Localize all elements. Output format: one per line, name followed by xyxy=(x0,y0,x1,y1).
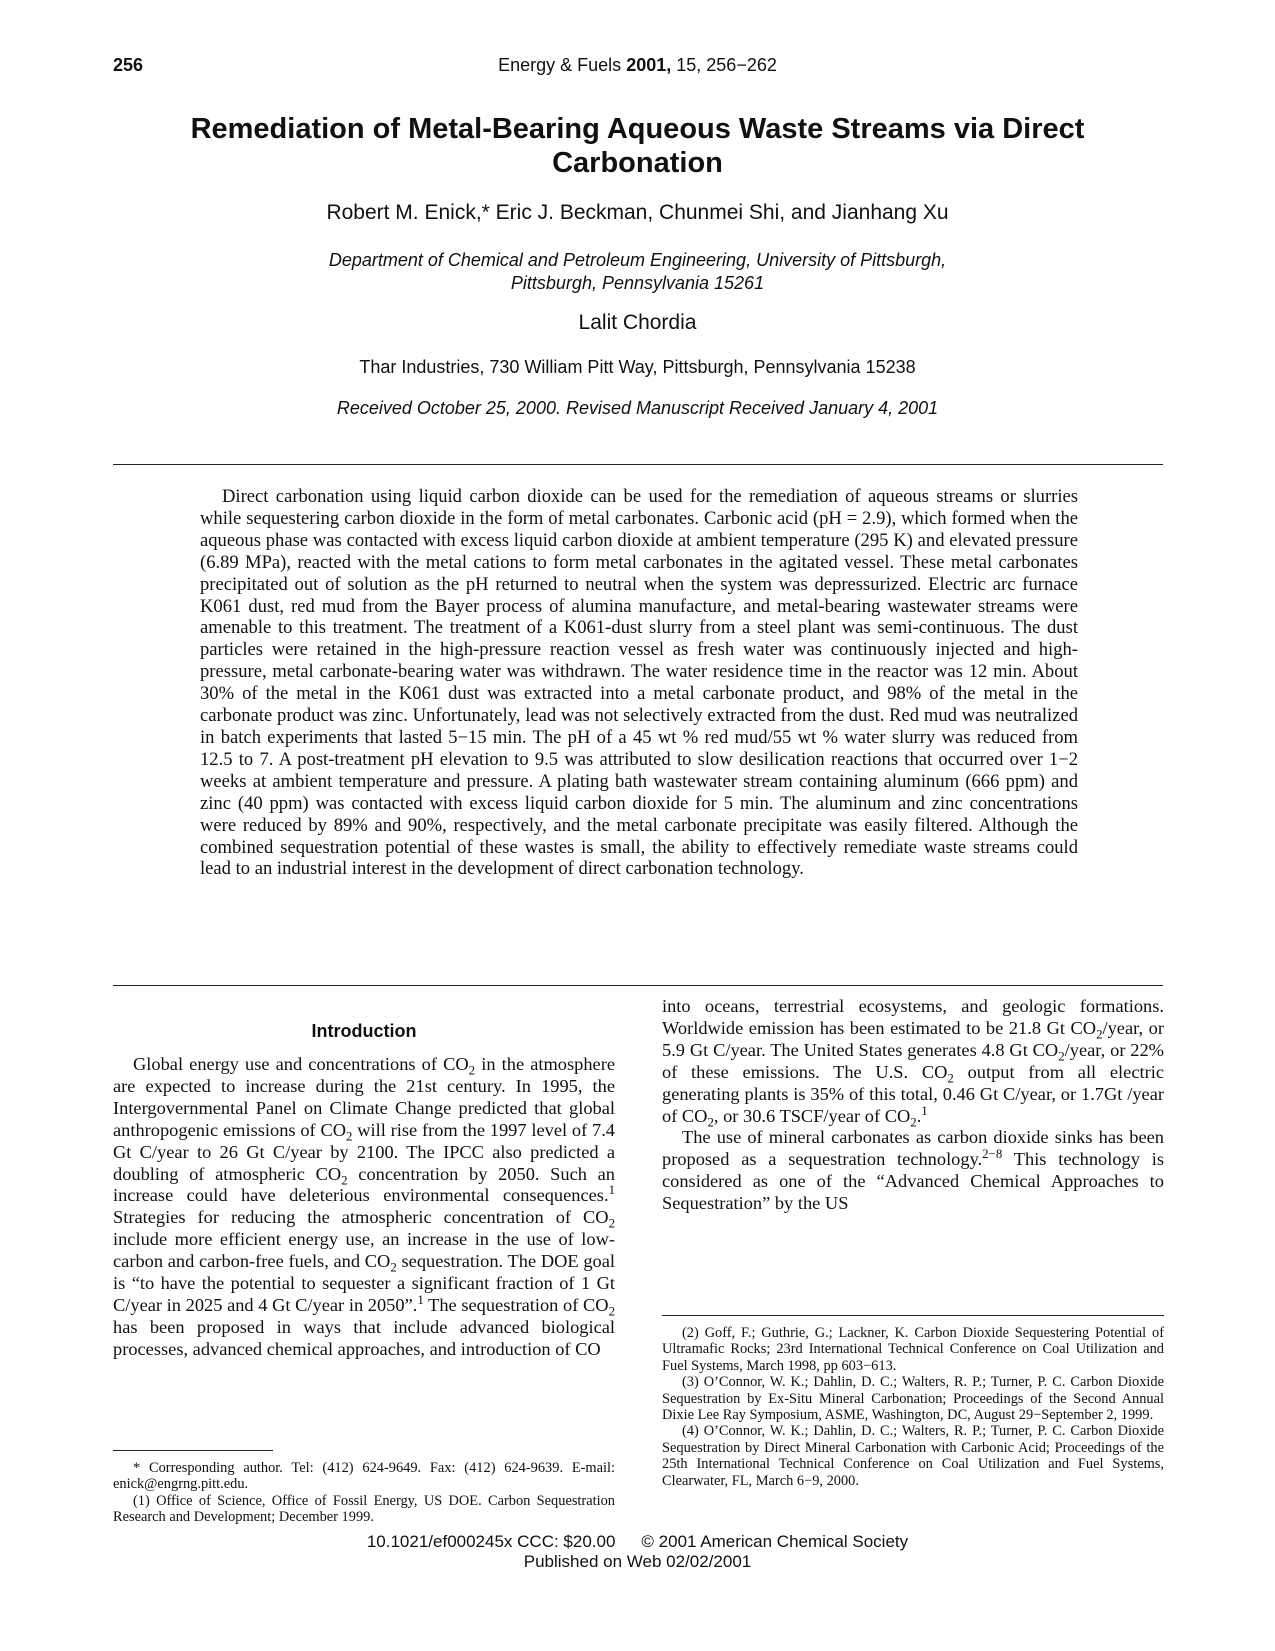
right-column xyxy=(662,996,1164,1215)
published-date: Published on Web 02/02/2001 xyxy=(523,1552,752,1571)
footnotes-right xyxy=(662,1325,1164,1489)
abstract-bottom-rule xyxy=(113,985,1163,986)
footnotes-left xyxy=(113,1460,615,1526)
abstract-top-rule xyxy=(113,464,1163,465)
footnote-2: (2) Goff, F.; Guthrie, G.; Lackner, K. Carbon Dioxide Sequestering Potential of Ultramafic Rocks; 23rd International Technical Conference on Coal Utilization and Fuel Systems, March 1998, pp 603−613. xyxy=(662,1325,1164,1374)
author-list: Robert M. Enick,* Eric J. Beckman, Chunmei Shi, and Jianhang Xu xyxy=(326,201,949,224)
second-author: Lalit Chordia xyxy=(578,311,697,334)
footnote-3: (3) O’Connor, W. K.; Dahlin, D. C.; Walters, R. P.; Turner, P. C. Carbon Dioxide Sequestration by Ex-Situ Mineral Carbonation; Proceedings of the Second Annual Dixie Lee Ray Symposium, ASME, Washington, DC, August 29−September 2, 1999. xyxy=(662,1374,1164,1424)
left-column xyxy=(113,1020,615,1361)
footnote-4: (4) O’Connor, W. K.; Dahlin, D. C.; Walters, R. P.; Turner, P. C. Carbon Dioxide Sequestration by Direct Mineral Carbonation with Carbonic Acid; Proceedings of the 25th International Technical Conference on Coal Utilization and Fuel Systems, Clearwater, FL, March 6−9, 2000. xyxy=(662,1423,1164,1489)
journal-volume-pages: 15, 256−262 xyxy=(676,55,777,75)
affiliation-pitt xyxy=(150,249,1125,295)
footer-doi-line xyxy=(0,1532,1275,1552)
article-title: Remediation of Metal-Bearing Aqueous Waste Streams via Direct Carbonation xyxy=(190,113,1085,179)
received-dates: Received October 25, 2000. Revised Manuscript Received January 4, 2001 xyxy=(336,398,939,418)
page-number: 256 xyxy=(113,55,144,75)
footnote-rule-left xyxy=(113,1450,273,1451)
copyright: © 2001 American Chemical Society xyxy=(641,1532,909,1551)
footnote-corresponding-author: * Corresponding author. Tel: (412) 624-9649. Fax: (412) 624-9639. E-mail: enick@engrng.pitt.edu. xyxy=(113,1460,615,1493)
journal-citation xyxy=(0,55,1275,76)
affiliation-line-2: Pittsburgh, Pennsylvania 15261 xyxy=(510,273,765,293)
journal-name: Energy & Fuels xyxy=(498,55,622,75)
section-heading-introduction: Introduction xyxy=(311,1021,417,1041)
intro-paragraph-1: Global energy use and concentrations of $CO_2$ in the atmosphere are expected to increase during the 21st century. In 1995, the Intergovernmental Panel on Climate Change predicted that global anthropogenic emissions of $CO_2$ will rise from the 1997 level of 7.4 Gt C/year to 26 Gt C/year by 2100. The IPCC also predicted a doubling of atmospheric $CO_2$ concentration by 2050. Such an increase could have deleterious environmental consequences.$^1$ Strategies for reducing the atmospheric concentration of $CO_2$ include more efficient energy use, an increase in the use of low-carbon and carbon-free fuels, and $CO_2$ sequestration. The DOE goal is “to have the potential to sequester a significant fraction of 1 Gt C/year in 2025 and 4 Gt C/year in 2050”.$^1$ The sequestration of $CO_2$ has been proposed in ways that include advanced biological processes, advanced chemical approaches, and introduction of CO xyxy=(113,1054,615,1359)
footnote-rule-right xyxy=(662,1315,1164,1316)
intro-paragraph-1-continued: into oceans, terrestrial ecosystems, and geologic formations. Worldwide emission has been estimated to be 21.8 Gt $CO_2$/year, or 5.9 Gt C/year. The United States generates 4.8 Gt $CO_2$/year, or 22% of these emissions. The U.S. $CO_2$ output from all electric generating plants is 35% of this total, 0.46 Gt C/year, or 1.7Gt /year of $CO_2$, or 30.6 TSCF/year of $CO_2.^1$ xyxy=(662,996,1164,1130)
intro-paragraph-2: The use of mineral carbonates as carbon dioxide sinks has been proposed as a sequestration technology.$^{2-8}$ This technology is considered as one of the “Advanced Chemical Approaches to Sequestration” by the US xyxy=(662,1127,1164,1214)
journal-year: 2001, xyxy=(626,55,672,75)
affiliation-line-1: Department of Chemical and Petroleum Engineering, University of Pittsburgh, xyxy=(328,250,947,270)
footnote-1: (1) Office of Science, Office of Fossil Energy, US DOE. Carbon Sequestration Research and Development; December 1999. xyxy=(113,1492,615,1526)
doi-ccc: 10.1021/ef000245x CCC: $20.00 xyxy=(366,1532,616,1551)
affiliation-thar: Thar Industries, 730 William Pitt Way, Pittsburgh, Pennsylvania 15238 xyxy=(359,357,916,377)
abstract: Direct carbonation using liquid carbon dioxide can be used for the remediation of aqueous streams or slurries while sequestering carbon dioxide in the form of metal carbonates. Carbonic acid (pH = 2.9), which formed when the aqueous phase was contacted with excess liquid carbon dioxide at ambient temperature (295 K) and elevated pressure (6.89 MPa), reacted with the metal cations to form metal carbonates in the agitated vessel. These metal carbonates precipitated out of solution as the pH returned to neutral when the system was depressurized. Electric arc furnace K061 dust, red mud from the Bayer process of alumina manufacture, and metal-bearing wastewater streams were amenable to this treatment. The treatment of a K061-dust slurry from a steel plant was semi-continuous. The dust particles were retained in the high-pressure reaction vessel as fresh water was continuously injected and high-pressure, metal carbonate-bearing water was withdrawn. The water residence time in the reactor was 12 min. About 30% of the metal in the K061 dust was extracted into a metal carbonate product, and 98% of the metal in the carbonate product was zinc. Unfortunately, lead was not selectively extracted from the dust. Red mud was neutralized in batch experiments that lasted 5−15 min. The pH of a 45 wt % red mud/55 wt % water slurry was reduced from 12.5 to 7. A post-treatment pH elevation to 9.5 was attributed to slow desilication reactions that occurred over 1−2 weeks at ambient temperature and pressure. A plating bath wastewater stream containing aluminum (666 ppm) and zinc (40 ppm) was contacted with excess liquid carbon dioxide for 5 min. The aluminum and zinc concentrations were reduced by 89% and 90%, respectively, and the metal carbonate precipitate was easily filtered. Although the combined sequestration potential of these wastes is small, the ability to effectively remediate waste streams could lead to an industrial interest in the development of direct carbonation technology. xyxy=(200,486,1078,880)
